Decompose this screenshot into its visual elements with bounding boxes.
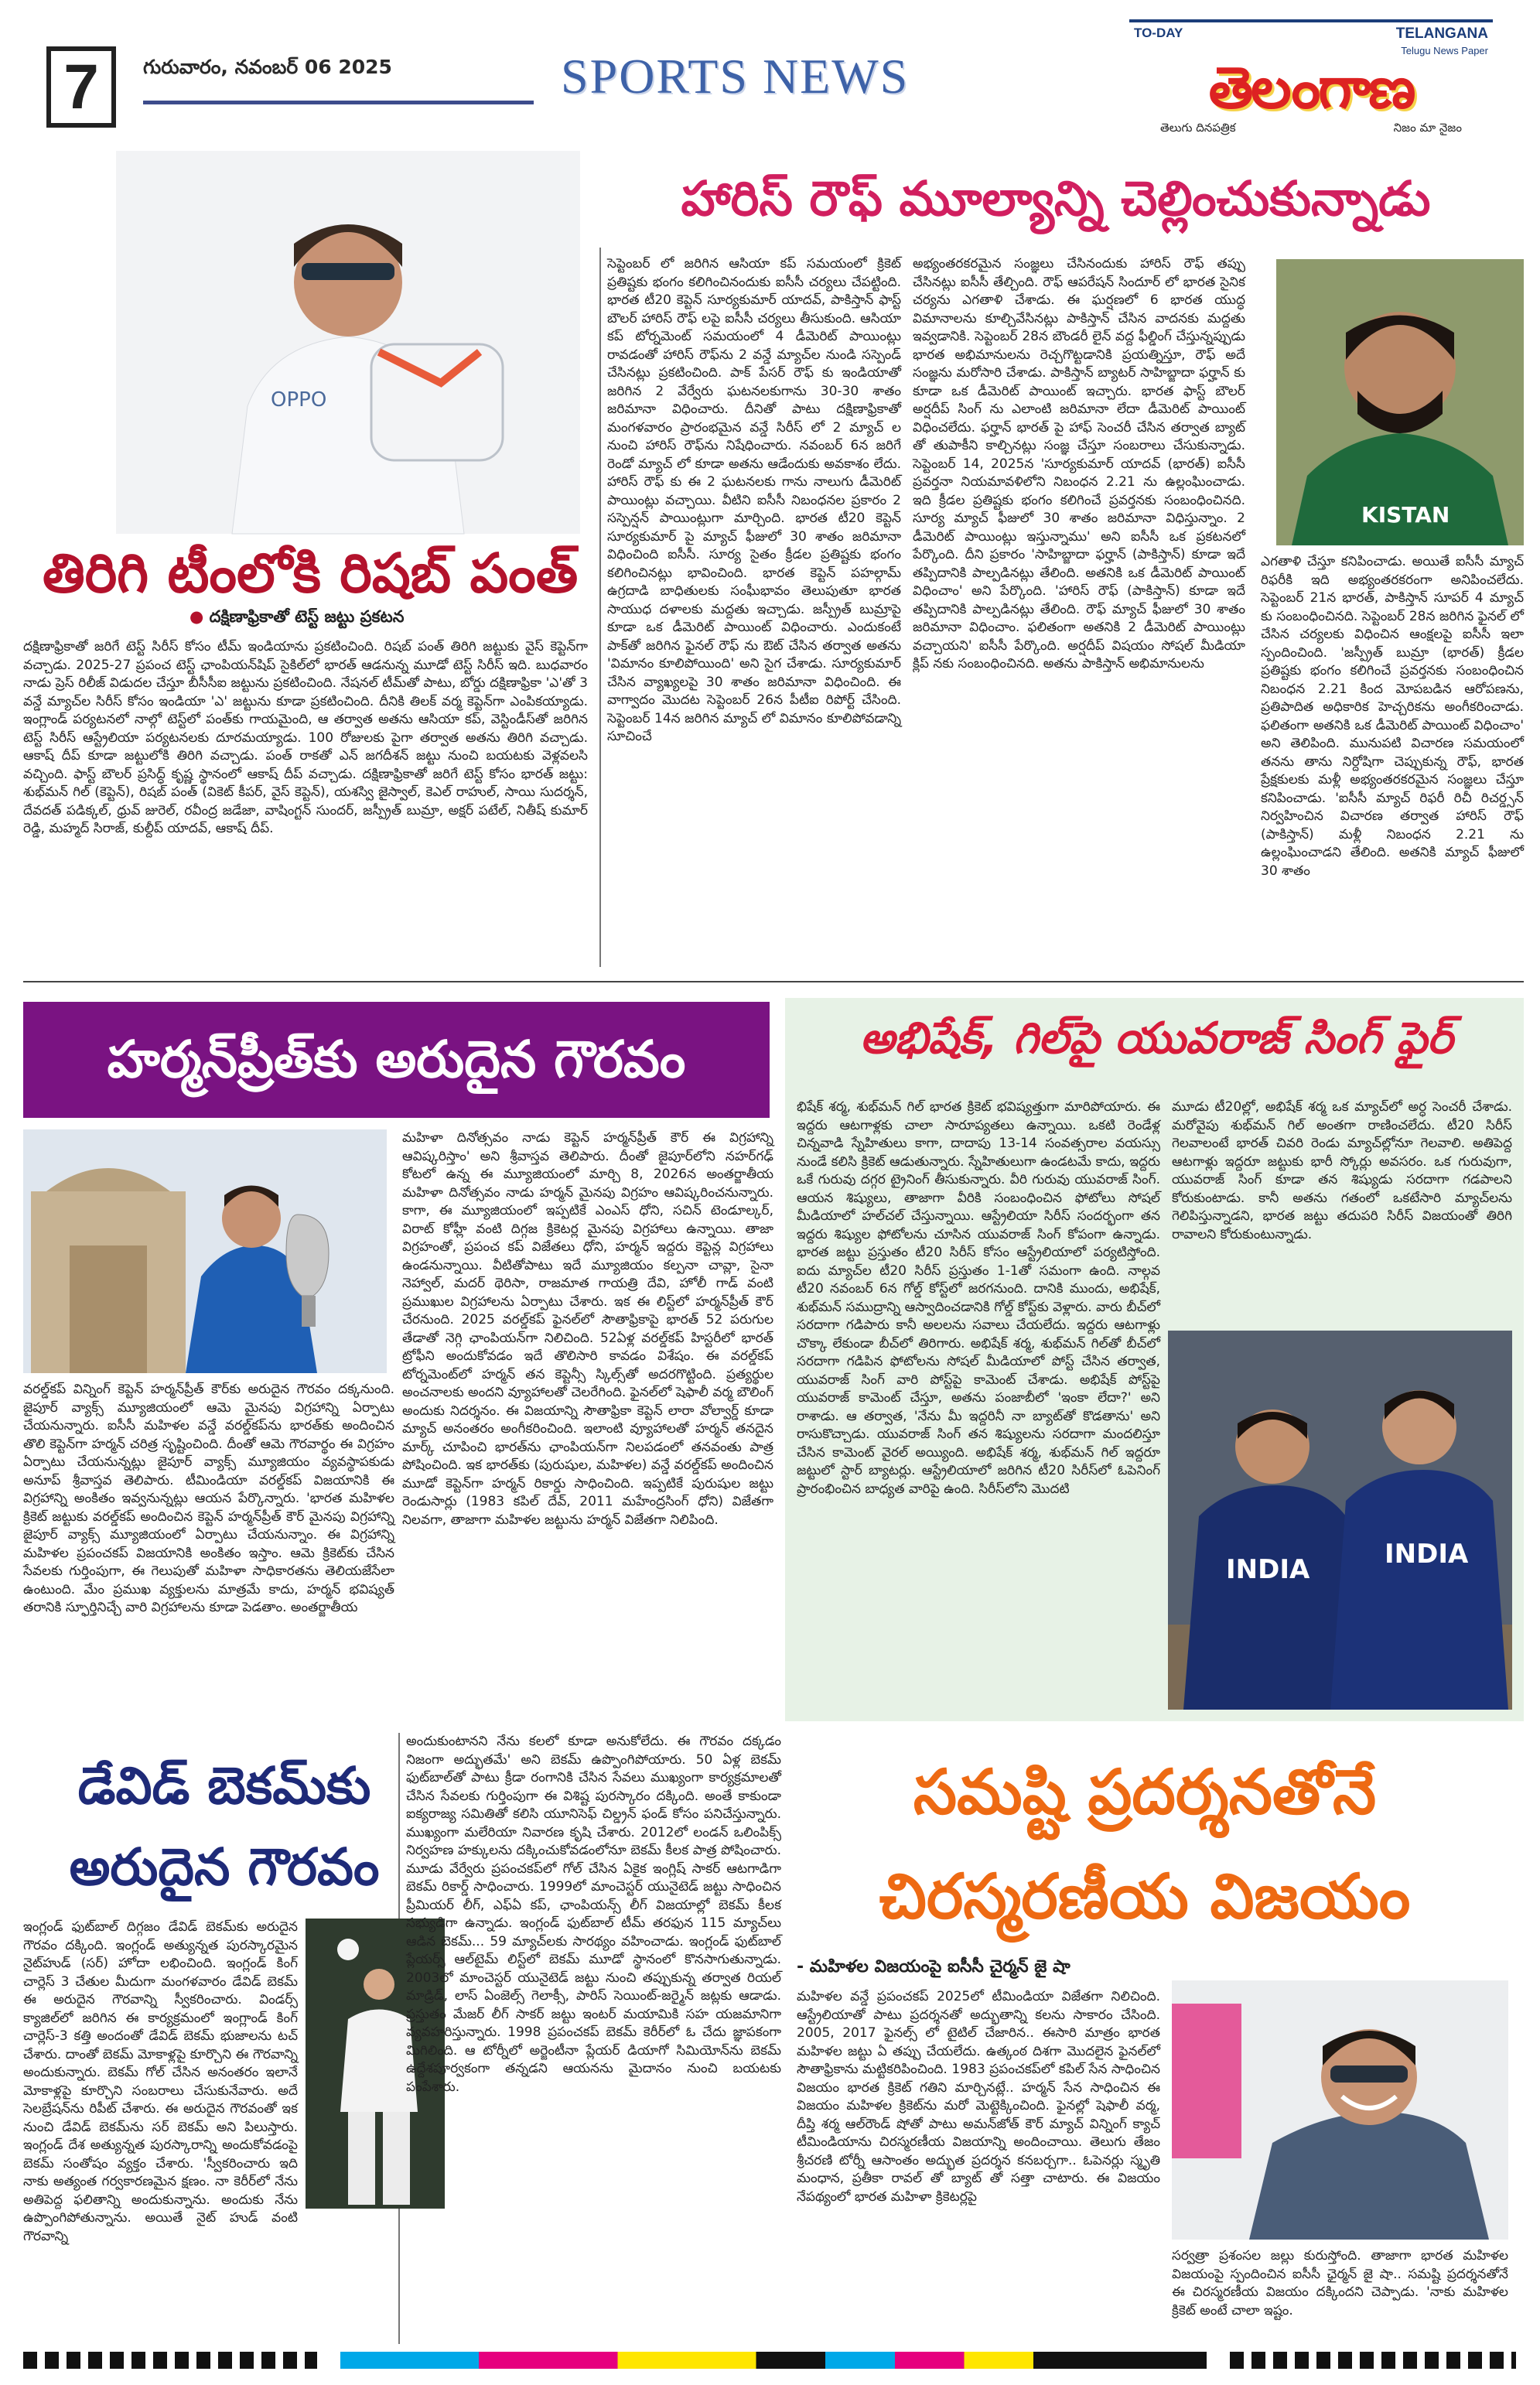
abhishek-headline: అభిషేక్, గిల్‌పై యువరాజ్ సింగ్ ఫైర్ [859,1013,1453,1064]
registration-bar [23,2352,317,2369]
abhishek-column-1-top: భిషేక్ శర్మ, శుభ్‌మన్ గిల్ భారత క్రికెట్ భవిష్యత్తుగా మారిపోయారు. ఈ ఇద్దరు ఆటగాళ్లకు చాలా సారూప్యతలు ఉన్నాయి. ఒకటి రెండేళ్ల చిన్నవాడి స్నేహితులు కాగా, దాదాపు 13-14 సంవత్సరాల వయస్సు నుండే కలిసి క్రికెట్ ఆడుతున్నారు. స్నేహితులుగా ఉండటమే కాదు, ఇద్దరు ఒకే గురువు దగ్గర ట్రైనింగ్ తీసుకున్నారు. వీరి గురువు యువరాజ్ సింగ్. ఆయన శిష్యులు, తాజాగా వీరికి సంబంధించిన ఫోటోలు సోషల్ మీడియాలో హల్‌చల్ చేస్తున్నాయి. ఆస్ట్రేలియా సిరీస్ సందర్భంగా తన ఇద్దరు శిష్యుల ఫోటోలను చూసిన యువరాజ్ సింగ్ కోపంగా ఉన్నాడు. భారత జట్టు ప్రస్తుతం టీ20 సిరీస్ కోసం ఆస్ట్రేలియాలో పర్యటిస్తోంది. ఐదు మ్యాచ్‌ల టీ20 సిరీస్ ప్రస్తుతం 1-1తో సమంగా ఉంది. నాల్గవ టీ20 నవంబర్ 6న గోల్డ్ కోస్ట్‌లో జరగనుంది. దానికి ముందు, అభిషేక్, శుభ్‌మన్ సముద్రాన్ని ఆస్వాదించడానికి గోల్డ్ కోస్ట్‌కు వెళ్లారు. వారు బీచ్‌లో సరదాగా గడిపారు కానీ అలలను సవాలు చేయలేదు. ఇద్దరు ఆటగాళ్లు చొక్కా లేకుండా బీచ్‌లో తిరిగారు. అభిషేక్ శర్మ, శుభ్‌మన్ గిల్‌తో బీచ్‌లో సరదాగా గడిపిన ఫోటోలను సోషల్ మీడియాలో పోస్ట్ చేసిన తర్వాత, యువరాజ్ సింగ్ వారి పోస్ట్‌పై కామెంట్ చేశాడు. అభిషేక్ పోస్ట్‌పై యువరాజ్ కామెంట్ చేస్తూ, అతను పంజాబీలో 'ఇంకా లేదా?' అని రాశాడు. ఆ తర్వాత, 'నేను మీ ఇద్దరినీ నా బ్యాట్‌తో కొడతాను' అని రాసుకొచ్చాడు. యువరాజ్ సింగ్ తన శిష్యులను సరదాగా మందలిస్తూ చేసిన కామెంట్ వైరల్ అయ్యింది. అభిషేక్ శర్మ, శుభ్‌మన్ గిల్ ఇద్దరూ జట్టులో స్టార్ బ్యాటర్లు. ఆస్ట్రేలియాలో జరిగిన టీ20 సిరీస్‌లో ఓపెనింగ్ ప్రారంభించిన బాధ్యత వారిపై ఉంది. సిరీస్‌లోని మొదటి [797,1099,1160,1497]
samashti-subheadline: - మహిళల విజయంపై ఐసీసీ చైర్మన్ జై షా [797,1957,1070,1977]
harman-column-2: మహిళా దినోత్సవం నాడు కెప్టెన్ హర్మన్‌ప్రీత్ కౌర్ ఈ విగ్రహాన్ని ఆవిష్కరిస్తాం' అని శ్రీవాస్తవ తెలిపారు. దీంతో జైపూర్‌లోని నహర్‌గఢ్ కోటలో ఉన్న ఈ మ్యూజియంలో మార్చి 8, 2026న అంతర్జాతీయ మహిళా దినోత్సవం నాడు హర్మన్ మైనపు విగ్రహం ఆవిష్కరించనున్నారు. కాగా, ఈ మ్యూజియంలో ఇప్పటికే ఎంఎస్ ధోని, సచిన్ టెండూల్కర్, విరాట్ కోహ్లీ వంటి దిగ్గజ క్రికెటర్ల మైనపు విగ్రహాలు ఉన్నాయి. తాజా విగ్రహంతో, ప్రపంచ కప్ విజేతలు ధోని, హర్మన్ ఇద్దరు కెప్టెన్ల విగ్రహాలు ఉండనున్నాయి. వీటితోపాటు ఇదే మ్యూజియం కల్పనా చావ్లా, సైనా నెహ్వాల్, మదర్ థెరిసా, రాజమాత గాయత్రి దేవి, హోలీ గాడ్ వంటి ప్రముఖుల విగ్రహాలను ఏర్పాటు చేశారు. ఇక ఈ లిస్ట్‌లో హర్మన్‌ప్రీత్ కౌర్ చేరనుంది. 2025 వరల్డ్‌కప్ ఫైనల్‌లో సౌతాఫ్రికాపై భారత్ 52 పరుగుల తేడాతో నెగ్గి ఛాంపియన్‌గా నిలిచింది. 52ఏళ్ల వరల్డ్‌కప్ హిస్టరీలో భారత్ ట్రోఫీని అందుకోవడం ఇదే తొలిసారి కావడం విశేషం. ఈ వరల్డ్‌కప్ టోర్నమెంట్‌లో హర్మన్ తన కెప్టెన్సీ స్కిల్స్‌తో అదరగొట్టింది. ప్రత్యర్థుల అంచనాలకు అందని వ్యూహాలతో చెలరేగింది. ఫైనల్‌లో షెఫాలీ వర్మ బౌలింగ్ అందుకు నిదర్శనం. ఈ విజయాన్ని సౌతాఫ్రికా కెప్టెన్ లారా వోల్వార్డ్ కూడా మ్యాచ్ అనంతరం అంగీకరించింది. ఇలాంటి వ్యూహాలతో హర్మన్ తనదైన మార్క్ చూపించి భారత్‌ను ఛాంపియన్‌గా నిలపడంలో తనవంతు పాత్ర పోషించింది. ఇక భారత్‌కు (పురుషుల, మహిళల) వన్డే వరల్డ్‌కప్ అందించిన మూడో కెప్టెన్‌గా హర్మన్ రికార్డు సాధించింది. ఇప్పటికే పురుషుల జట్టు రెండుసార్లు (1983 కపిల్ దేవ్, 2011 మహేంద్రసింగ్ ధోని) విజేతగా నిలవగా, తాజాగా మహిళల జట్టును హర్మన్ విజేతగా నిలిపింది. [402,1130,773,1528]
masthead-tagline-left: తెలుగు దినపత్రిక [1160,121,1236,135]
bullet-icon: ● [190,607,204,626]
masthead[interactable] [1129,19,1493,155]
svg-text:INDIA: INDIA [1385,1539,1469,1570]
abhishek-photo [1168,1331,1512,1710]
pant-subheadline [190,607,561,630]
harman-photo-illustration [23,1129,387,1373]
rauf-photo-illustration [1276,259,1524,545]
abhishek-column-2: మూడు టీ20ల్లో, అభిషేక్ శర్మ ఒక మ్యాచ్‌లో అర్ధ సెంచరీ చేశాడు. మరోవైపు శుభ్‌మన్ గిల్ అంతగా రాణించలేదు. టీ20 సిరీస్ గెలవాలంటే భారత్ చివరి రెండు మ్యాచ్‌ల్లోనూ గెలవాలి. అతిపెద్ద ఆటగాళ్లు ఇద్దరూ జట్టుకు భారీ స్కోర్లు అవసరం. ఒక గురువుగా, యువరాజ్ సింగ్ కూడా తన శిష్యుడు సరదాగా గడపాలని కోరుకుంటాడు. కానీ అతను గతంలో ఒకటేసారి మ్యాచ్‌లను గెలిపిస్తున్నాడని, భారత జట్టు తదుపరి సిరీస్ విజయంతో తిరిగి రావాలని కోరుకుంటున్నాడు. [1172,1099,1512,1242]
jay-shah-photo [1172,1980,1508,2240]
abhishek-photo-illustration [1168,1331,1512,1710]
date-underline [143,101,534,104]
masthead-state: TELANGANA [1395,26,1488,42]
pant-body: దక్షిణాఫ్రికాతో జరిగే టెస్ట్ సిరీస్ కోసం టీమ్ ఇండియాను ప్రకటించింది. రిషబ్ పంత్ తిరిగి జట్టుకు వైస్ కెప్టెన్‌గా వచ్చాడు. 2025-27 ప్రపంచ టెస్ట్ ఛాంపియన్‌షిప్ సైకిల్‌లో భారత్ ఆడనున్న మూడో టెస్ట్ సిరీస్ ఇది. బుధవారం నాడు ప్రెస్ రిలీజ్ విడుదల చేస్తూ బీసీసీఐ జట్టును ప్రకటించింది. నేషనల్ టీమ్‌తో పాటు, బోర్డు దక్షిణాఫ్రికా 'ఎ'తో 3 వన్డే మ్యాచ్‌ల సిరీస్ కోసం ఇండియా 'ఎ' జట్టును కూడా ప్రకటించింది. దీనికి తిలక్ వర్మ కెప్టెన్‌గా ఎంపికయ్యాడు. ఇంగ్లాండ్ పర్యటనలో నాల్గో టెస్ట్‌లో పంత్‌కు గాయమైంది, ఆ తర్వాత అతను ఆసియా కప్, వెస్టిండీస్‌తో జరిగిన టెస్ట్ సిరీస్ ఆస్ట్రేలియా పర్యటనలకు దూరమయ్యాడు. 100 రోజులకు పైగా తర్వాత అతను తిరిగి వచ్చాడు. ఆకాష్ దీప్ కూడా జట్టులోకి తిరిగి వచ్చాడు. పంత్ రాకతో ఎన్ జగదీశన్ జట్టు నుంచి బయటకు వెళ్లవలసి వచ్చింది. ఫాస్ట్ బౌలర్ ప్రసిద్ధ్ కృష్ణ స్థానంలో ఆకాష్ దీప్ వచ్చాడు. దక్షిణాఫ్రికాతో జరిగే టెస్ట్ కోసం భారత్ జట్టు: శుభ్‌మన్ గిల్ (కెప్టెన్), రిషబ్ పంత్ (వికెట్ కీపర్, వైస్ కెప్టెన్), యశస్వి జైస్వాల్, కెఎల్ రాహుల్, సాయి సుదర్శన్, దేవదత్ పడిక్కల్, ధ్రువ్ జురెల్, రవీంద్ర జడేజా, వాషింగ్టన్ సుందర్, జస్ప్రీత్ బుమ్రా, అక్షర్ పటేల్, నితీష్ కుమార్ రెడ్డి, మహ్మద్ సిరాజ్, కుల్దీప్ యాదవ్, ఆకాష్ దీప్. [23,639,588,836]
samashti-column-1: మహిళల వన్డే ప్రపంచకప్ 2025లో టీమిండియా విజేతగా నిలిచింది. ఆస్ట్రేలియాతో పాటు ప్రదర్శనతో అద్భుతాన్ని కలను సాకారం చేసింది. 2005, 2017 ఫైనల్స్ లో టైటిల్ చేజారిన.. ఈసారి మాత్రం భారత మహిళల జట్టు ఏ తప్పు చేయలేదు. ఉత్కంఠ దిశగా మొదలైన ఫైనల్‌లో సౌతాఫ్రికాను మట్టికరిపించింది. 1983 ప్రపంచకప్‌లో కపిల్ సేన సాధించిన విజయం భారత క్రికెట్ గతిని మార్చినట్లే.. హర్మన్ సేన సాధించిన ఈ విజయం మహిళల క్రికెట్‌ను మరో మెట్టెక్కించింది. ఫైనల్లో షెఫాలీ వర్మ, దీప్తి శర్మ ఆల్‌రౌండ్ షోతో పాటు అమన్‌జోత్ కౌర్ మ్యాచ్ విన్నింగ్ క్యాచ్ టీమిండియాను చిరస్మరణీయ విజయాన్ని అందించాయి. తెలుగు తేజం శ్రీచరణి టోర్నీ ఆసాంతం అద్భుత ప్రదర్శన కనబర్చగా.. ఓపెనర్లు స్మృతి మంధాన, ప్రతీకా రావల్ తో బ్యాట్ తో సత్తా చాటారు. ఈ విజయం నేపథ్యంలో భారత మహిళా క్రికెటర్లపై [797,1989,1160,2205]
samashti-column-2: సర్వత్రా ప్రశంసల జల్లు కురుస్తోంది. తాజాగా భారత మహిళల విజయంపై స్పందించిన ఐసీసీ ఛైర్మన్ జై షా.. సమష్టి ప్రదర్శనతోనే ఈ చిరస్మరణీయ విజయం దక్కిందని చెప్పాడు. 'నాకు మహిళల క్రికెట్ అంటే చాలా ఇష్టం. [1172,2248,1508,2318]
masthead-today: TO-DAY [1134,26,1183,40]
beckham-column-2: అందుకుంటానని నేను కలలో కూడా అనుకోలేదు. ఈ గౌరవం దక్కడం నిజంగా అద్భుతమే' అని బెకమ్ ఉప్పొంగిపోయారు. 50 ఏళ్ల బెకమ్ ఫుట్‌బాల్‌తో పాటు క్రీడా రంగానికి చేసిన సేవలు ముఖ్యంగా కార్యక్రమాలతో చేసిన సేవలకు గుర్తింపుగా ఈ విశిష్ట పురస్కారం దక్కింది. అంతే కాకుండా ఐక్యరాజ్య సమితితో కలిసి యూనిసెఫ్ చిల్డ్రన్ ఫండ్ కోసం పనిచేస్తున్నారు. ముఖ్యంగా మలేరియా నివారణ కృషి చేశారు. 2012లో లండన్ ఒలింపిక్స్ నిర్వహణ హక్కులను దక్కించుకోవడంలోనూ బెకమ్ కీలక పాత్ర పోషించారు. మూడు వేర్వేరు ప్రపంచకప్‌లో గోల్ చేసిన ఏకైక ఇంగ్లిష్ సాకర్ ఆటగాడిగా బెకమ్ రికార్డ్ సాధించారు. 1999లో మాంచెస్టర్ యునైటెడ్ జట్టు సాధించిన ప్రీమియర్ లీగ్, ఎఫ్ఏ కప్, ఛాంపియన్స్ లీగ్ విజయాల్లో బెకమ్ కీలక సభ్యుడిగా ఉన్నాడు. ఇంగ్లండ్ ఫుట్‌బాల్ టీమ్ తరఫున 115 మ్యాచ్‌లు ఆడిన బెకమ్... 59 మ్యాచ్‌లకు సారథ్యం వహించాడు. ఇంగ్లండ్ ఫుట్‌బాల్ ప్లేయర్స్ ఆల్‌టైమ్ లిస్ట్‌లో బెకమ్ మూడో స్థానంలో కొనసాగుతున్నాడు. 2003లో మాంచెస్టర్ యునైటెడ్ జట్టు నుంచి తప్పుకున్న తర్వాత రియల్ మాడ్రిడ్, లాస్ ఏంజెల్స్ గెలాక్సీ, పారిస్ సెయింట్-జర్మైన్ జట్లకు ఆడాడు. ప్రస్తుతం మేజర్ లీగ్ సాకర్ జట్టు ఇంటర్ మయామికి సహ యజమానిగా వ్యవహరిస్తున్నారు. 1998 ప్రపంచకప్ బెకమ్ కెరీర్‌లో ఓ చేదు జ్ఞాపకంగా మిగిలింది. ఆ టోర్నీలో అర్జెంటీనా ప్లేయర్ డియాగో సిమియోన్‌ను బెకమ్ ఉద్దేశపూర్వకంగా తన్నడని ఆయనను మైదానం నుంచి బయటకు పంపేశారు. [406,1734,781,2095]
masthead-logo: తెలంగాణ [1208,55,1414,121]
issue-date: గురువారం, నవంబర్ 06 2025 [143,56,392,78]
rauf-column-1: సెప్టెంబర్ లో జరిగిన ఆసియా కప్ సమయంలో క్రికెట్ ప్రతిష్టకు భంగం కలిగించినందుకు ఐసీసీ చర్యలు చేపట్టింది. భారత టీ20 కెప్టెన్ సూర్యకుమార్ యాదవ్, పాకిస్తాన్ ఫాస్ట్ బౌలర్ హారిస్ రౌఫ్ లపై ఐసీసీ చర్యలు తీసుకుంది. ఆసియా కప్ టోర్నమెంట్ సమయంలో 4 డీమెరిట్ పాయింట్లు రావడంతో హారిస్ రౌఫ్‌ను 2 వన్డే మ్యాచ్‌ల నుండి సస్పెండ్ చేసినట్లు ప్రకటించింది. పాక్ పేసర్ రౌఫ్ కు ఇండియాతో జరిగిన 2 వేర్వేరు ఘటనలకుగాను 30-30 శాతం జరిమానా విధించారు. దీనితో పాటు దక్షిణాఫ్రికాతో మంగళవారం ప్రారంభమైన వన్డే సిరీస్ లో 2 మ్యాచ్ ల నుంచి హారిస్ రౌఫ్‌ను నిషేధించారు. నవంబర్ 6న జరిగే రెండో మ్యాచ్ లో కూడా అతను ఆడేందుకు అవకాశం లేదు. హారిస్ రౌఫ్ కు ఈ 2 ఘటనలకు గాను నాలుగు డీమెరిట్ పాయింట్లు వచ్చాయి. వీటిని ఐసీసీ నిబంధనల ప్రకారం 2 సస్పెన్షన్ పాయింట్లుగా మార్చింది. భారత టీ20 కెప్టెన్ సూర్యకుమార్ పై మ్యాచ్ ఫీజులో 30 శాతం జరిమానా విధించింది ఐసీసీ. సూర్య సైతం క్రీడల ప్రతిష్టకు భంగం కలిగించినట్లు భావించింది. భారత కెప్టెన్ పహల్గామ్ ఉగ్రదాడి బాధితులకు సంఘీభావం తెలుపుతూ భారత సాయుధ దళాలకు మద్దతు ఇచ్చాడు. జస్ప్రీత్ బుమ్రాపై కూడా ఒక డీమెరిట్ పాయింట్ విధించారు. ఎందుకంటే పాక్‌తో జరిగిన ఫైనల్ రౌఫ్ ను ఔట్ చేసిన తర్వాత అతను 'విమానం కూలిపోయింది' అని సైగ చేశాడు. సూర్యకుమార్ చేసిన వ్యాఖ్యలపై 30 శాతం జరిమానా విధించింది. ఈ వాగ్వాదం మొదట సెప్టెంబర్ 26న పీటీఐ రిపోర్ట్ చేసింది. సెప్టెంబర్ 14న జరిగిన మ్యాచ్ లో విమానం కూలిపోవడాన్ని సూచించే [607,256,901,744]
samashti-headline-line1: సమష్టి ప్రదర్శనతోనే [913,1756,1377,1828]
registration-bar [1230,2352,1516,2369]
rauf-column-3: ఎగతాళి చేస్తూ కనిపించాడు. అయితే ఐసీసీ మ్యాచ్ రిఫరీకి ఇది అభ్యంతరకరంగా అనిపించలేదు. సెప్టెంబర్ 21న భారత్, పాకిస్తాన్ సూపర్ 4 మ్యాచ్ కు సంబంధించినది. సెప్టెంబర్ 28న జరిగిన ఫైనల్ లో చేసిన చర్యలకు విధించిన ఆంక్షలపై ఐసీసీ ఇలా స్పందించింది. 'జస్ప్రీత్ బుమ్రా (భారత్) క్రీడల ప్రతిష్టకు భంగం కలిగించే ప్రవర్తనకు సంబంధించిన నిబంధన 2.21 కింద మోపబడిన ఆరోపణను, ప్రతిపాదిత అధికారిక హెచ్చరికను అంగీకరించాడు. ఫలితంగా అతనికి ఒక డీమెరిట్ పాయింట్ విధించాం' అని తెలిపింది. మునుపటి విచారణ సమయంలో తనను తాను నిర్దోషిగా చెప్పుకున్న రౌఫ్, భారత ప్రేక్షకులకు మళ్లీ అభ్యంతరకరమైన సంజ్ఞలు చేస్తూ కనిపించాడు. 'ఐసీసీ మ్యాచ్ రిఫరీ రిచీ రిచర్డ్సన్ నిర్వహించిన విచారణ తర్వాత హారిస్ రౌఫ్ (పాకిస్తాన్) మళ్లీ నిబంధన 2.21 ను ఉల్లంఘించాడని తేలింది. అతనికి మ్యాచ్ ఫీజులో 30 శాతం [1261,554,1524,879]
samashti-headline-line2: చిరస్మరణీయ విజయం [879,1861,1411,1932]
beckham-headline-line2: అరుదైన గౌరవం [69,1837,380,1897]
rauf-photo [1276,259,1524,545]
rauf-column-2: అభ్యంతరకరమైన సంజ్ఞలు చేసినందుకు హారిస్ రౌఫ్ తప్పు చేసినట్లు ఐసీసీ తేల్చింది. రౌఫ్ ఆపరేషన్ సిందూర్ లో భారత సైనిక చర్యను ఎగతాళి చేశాడు. ఈ ఘర్షణలో 6 భారత యుద్ధ విమానాలను కూల్చివేసినట్లు పాకిస్తాన్ చేసిన వాదనకు మద్దతు ఇవ్వడానికి. సెప్టెంబర్ 28న బౌండరీ లైన్ వద్ద ఫీల్డింగ్ చేస్తున్నప్పుడు భారత అభిమానులను రెచ్చగొట్టడానికి ప్రయత్నిస్తూ, రౌఫ్ అదే సంజ్ఞను మరోసారి చేశాడు. పాకిస్తాన్ బ్యాటర్ సాహిబ్జాదా ఫర్హాన్ కు కూడా ఒక డీమెరిట్ పాయింట్ ఇచ్చారు. భారత ఫాస్ట్ బౌలర్ అర్షదీప్ సింగ్ ను ఎలాంటి జరిమానా లేదా డీమెరిట్ పాయింట్ విధించలేదు. ఫర్హాన్ భారత్ పై హాఫ్ సెంచరీ చేసిన తర్వాత బ్యాట్ తో తుపాకీని కాల్చినట్లు సంజ్ఞ చేస్తూ సంబరాలు చేసుకున్నాడు. సెప్టెంబర్ 14, 2025న 'సూర్యకుమార్ యాదవ్ (భారత్) ఐసీసీ ప్రవర్తనా నియమావళిలోని నిబంధన 2.21 ను ఉల్లంఘించాడు. ఇది క్రీడల ప్రతిష్టకు భంగం కలిగించే ప్రవర్తనకు సంబంధించినది. సూర్య మ్యాచ్ ఫీజులో 30 శాతం జరిమానా విధిస్తున్నాం. 2 డీమెరిట్ పాయింట్లు ఇస్తున్నాము' అని ఐసీసీ ఒక ప్రకటనలో పేర్కొంది. దీని ప్రకారం 'సాహిబ్జాదా ఫర్హాన్ (పాకిస్తాన్) కూడా ఇదే తప్పిదానికి పాల్పడినట్లు తేలింది. అతనికి ఒక డీమెరిట్ పాయింట్ విధించాం' అని పేర్కొంది. 'హారిస్ రౌఫ్ (పాకిస్తాన్) కూడా ఇదే తప్పిదానికి పాల్పడినట్లు తేలింది. రౌఫ్ మ్యాచ్ ఫీజులో 30 శాతం జరిమానా విధించాం. ఫలితంగా అతనికి 2 డీమెరిట్ పాయింట్లు వచ్చాయని' ఐసీసీ పేర్కొంది. అర్షదీప్ విషయం సోషల్ మీడియా క్లిప్ నకు సంబంధించినది. అతను పాకిస్తాన్ అభిమానులను [913,256,1245,671]
jay-shah-photo-illustration [1172,1980,1508,2240]
harman-headline: హర్మన్‌ప్రీత్‌కు అరుదైన గౌరవం [107,1030,686,1089]
pant-headline: తిరిగి టీంలోకి రిషబ్ పంత్ [43,542,579,605]
page-number: 7 [46,46,116,128]
beckham-column-1: ఇంగ్లండ్ ఫుట్‌బాల్ దిగ్గజం డేవిడ్ బెకమ్‌కు అరుదైన గౌరవం దక్కింది. ఇంగ్లండ్ అత్యున్నత పురస్కారమైన నైట్‌హుడ్ (సర్) హోదా లభించింది. ఇంగ్లండ్ కింగ్ చార్లెస్ 3 చేతుల మీదుగా మంగళవారం డేవిడ్ బెకమ్ ఈ అరుదైన గౌరవాన్ని స్వీకరించారు. విండర్స్ క్యాజిల్‌లో జరిగిన ఈ కార్యక్రమంలో ఇంగ్లాండ్ కింగ్ చార్లెస్-3 కత్తి అందంతో డేవిడ్ బెకమ్ భుజాలను టచ్ చేశారు. దాంతో బెకమ్ మోకాళ్లపై కూర్చొని ఈ గౌరవాన్ని అందుకున్నారు. బెకమ్ గోల్ చేసిన అనంతరం ఇలానే మోకాళ్లపై కూర్చొని సంబరాలు చేసుకునేవారు. అదే సెలబ్రేషన్‌ను రిపీట్ చేశారు. ఈ అరుదైన గౌరవంతో ఇక నుంచి డేవిడ్ బెకమ్‌ను సర్ బెకమ్ అని పిలుస్తారు. ఇంగ్లండ్ దేశ అత్యున్నత పురస్కారాన్ని అందుకోవడంపై బెకమ్ సంతోషం వ్యక్తం చేశారు. 'స్వీకరించారు ఇది నాకు అత్యంత గర్వకారణమైన క్షణం. నా కెరీర్‌లో నేను అతిపెద్ద ఫలితాన్ని అందుకున్నాను. అందుకు నేను ఉప్పొంగిపోతున్నాను. అయితే నైట్ హుడ్ వంటి గౌరవాన్ని [23,1919,298,2244]
svg-text:OPPO: OPPO [271,388,327,412]
pant-subheadline-text: దక్షిణాఫ్రికాతో టెస్ట్ జట్టు ప్రకటన [209,607,405,626]
harman-column-1: వరల్డ్‌కప్ విన్నింగ్ కెప్టెన్ హర్మన్‌ప్రీత్ కౌర్‌కు అరుదైన గౌరవం దక్కనుంది. జైపూర్ వ్యాక్స్ మ్యూజియంలో ఆమె మైనపు విగ్రహాన్ని ఏర్పాటు చేయనున్నారు. ఐసీసీ మహిళల వన్డే వరల్డ్‌కప్‌ను భారత్‌కు అందించిన తొలి కెప్టెన్‌గా హర్మన్ చరిత్ర సృష్టించింది. దీంతో ఆమె గౌరవార్థం ఈ విగ్రహం ఏర్పాటు చేయనున్నట్లు జైపూర్ వ్యాక్స్ మ్యూజియం వ్యవస్థాపకుడు అనూప్ శ్రీవాస్తవ తెలిపారు. టీమిండియా వరల్డ్‌కప్ విజయానికి ఈ విగ్రహాన్ని అంకితం ఇవ్వనున్నట్లు ఆయన పేర్కొన్నారు. 'భారత మహిళల క్రికెట్ జట్టుకు వరల్డ్‌కప్ అందించిన కెప్టెన్ హర్మన్‌ప్రీత్ కౌర్ మైనపు విగ్రహాన్ని జైపూర్ వ్యాక్స్ మ్యూజియంలో ఏర్పాటు చేయనున్నాం. ఈ విగ్రహాన్ని మహిళల ప్రపంచకప్ విజయానికి అంకితం ఇస్తాం. ఆమె క్రికెట్‌కు చేసిన సేవలకు గుర్తింపుగా, ఈ గెలుపుతో మహిళా సాధికారతను తెలియజేసేలా ఉంటుంది. మేం ప్రముఖ వ్యక్తులను మాత్రమే కాదు, హర్మన్ భవిష్యత్ తరానికి స్ఫూర్తినిచ్చే వారి విగ్రహాలను కూడా పెడతాం. అంతర్జాతీయ [23,1382,394,1615]
harman-headline-box [23,1002,770,1118]
harman-photo [23,1129,387,1373]
masthead-tagline-right: నిజం మా నైజం [1393,121,1462,135]
pant-photo-illustration [116,151,580,534]
color-bar [340,2352,1207,2369]
svg-text:INDIA: INDIA [1226,1554,1310,1585]
masthead-subtitle: Telugu News Paper [1401,45,1488,56]
svg-text:KISTAN: KISTAN [1361,502,1450,528]
section-title: SPORTS NEWS [561,49,910,104]
rauf-headline: హారిస్ రౌఫ్ మూల్యాన్ని చెల్లించుకున్నాడు [681,170,1431,227]
section-divider [23,981,1524,982]
pant-photo [116,151,580,534]
beckham-headline-line1: డేవిడ్ బెకమ్‌కు [77,1756,371,1816]
column-divider [599,248,601,967]
